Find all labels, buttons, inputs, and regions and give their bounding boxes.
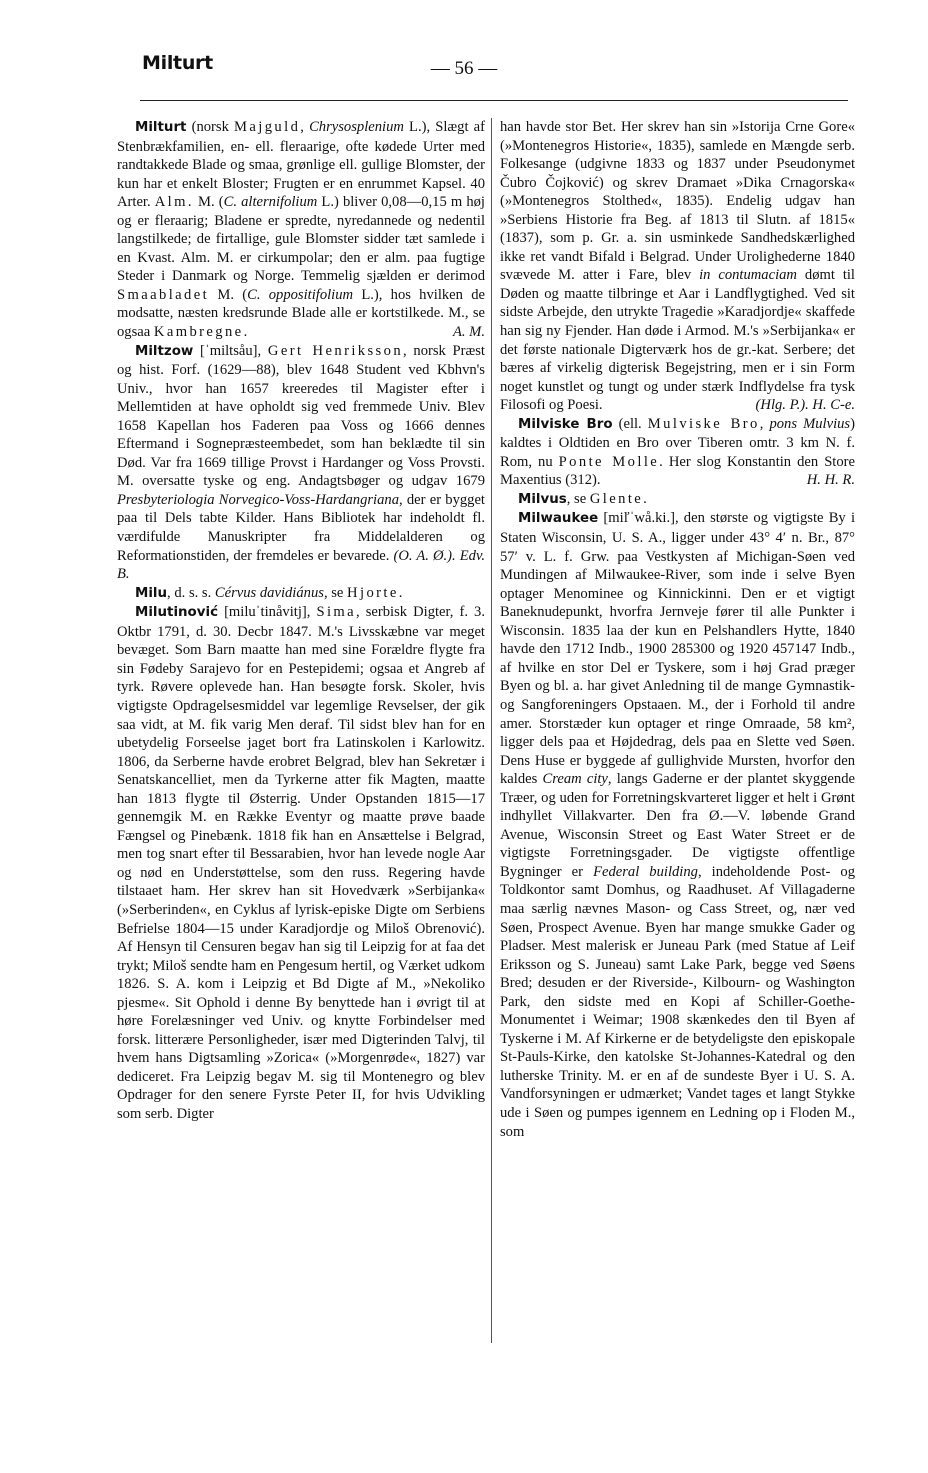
entry-text: Ponte Molle [558, 453, 660, 470]
entry-text: , norsk Præst og hist. Forf. (1629—88), blev 1648 Student ved Kbhvn's Univ., hvor han 1657 kreeredes til Magister efter i Mellemtiden at have opholdt sig ved fremmede Univ. Blev 1658 Kapellan hos Faderen paa Voss og 1666 dennes Eftermand i Sognepræsteembedet, som han beklædte til sin Død. Var fra 1669 tillige Provst i Hardanger og Voss Provsti. M. oversatte tyske og eng. Andagtsbøger og udgav 1679 [117, 342, 485, 490]
cross-reference: Hjorte [347, 584, 399, 601]
entry-text: Gert Henriksson [267, 342, 404, 359]
cross-reference: Kambregne [153, 324, 244, 341]
latin-name: C. alternifolium [223, 194, 318, 211]
entry-text: , indeholdende Post- og Toldkontor samt Domhus, og Raadhuset. Af Villagaderne maa særlig nævnes Mason- og Cass Street, og, nær ved Søen, Prospect Avenue. Byen har mange smukke Gader og Pladser. Mest malerisk er Juneau Park (med Statue af Leif Eriksson og S. Juneau) samt Lake Park, begge ved Søens Bred; desuden er der Riverside-, Kilbourn- og Washington Park, den sidste med en Kopi af Schiller-Goethe-Monumentet i Weimar; 1908 skænkedes den til Byen af Tyskerne i M. Af Kirkerne er de betydeligste den episkopale St-Pauls-Kirke, den katolske St-Johannes-Katedral og den lutherske Trinity. M. er en af de sundeste Byer i U. S. A. Vandforsyningen er udmærket; Vandet tages et langt Stykke ude i Søen og pumpes igennem en Ledning op i Floden M., som [500, 863, 855, 1140]
entry-text: , se [566, 490, 590, 507]
headword: Miltzow [135, 343, 194, 359]
entry-text: Smaabladet [117, 286, 210, 303]
page-number: — 56 — [430, 58, 498, 79]
building-name: Federal building [593, 863, 698, 880]
entry-text: han havde stor Bet. Her skrev han sin »Istorija Crne Gore« (»Montenegros Historie«, 1835), samlede en Mængde serb. Folkesange (udgivne 1833 og 1837 under Pseudonymet Čubro Čojković) og skrev Dramaet »Dika Crnagorska« (»Montenegros Stolthed«, 1835). Endelig udgav han »Serbiens Historie fra Beg. af 1813 til Slutn. af 1815« (1837), som p. Gr. a. sin usminkede Sandhedskærlighed ikke ret vandt Bifald i Belgrad. Under Urolighederne 1840 svævede M. atter i Fare, blev [500, 119, 855, 284]
entry-text: L.), hos hvilken de modsatte, næsten kredsrunde Blade alle er kortstilkede. M., se ogsaa [117, 286, 485, 341]
entry-text: ) kaldtes i Oldtiden en Bro over Tiberen omtr. 3 km N. f. Rom, nu [500, 415, 855, 470]
entry-milviske-bro [500, 415, 855, 490]
entry-text: . [398, 584, 403, 601]
entry-text: , [300, 119, 310, 135]
entry-text: M. ( [209, 286, 248, 303]
latin-name: C. oppositifolium [247, 286, 354, 303]
entry-text: dømt til Døden og maatte tilbringe et Aar i Landflygtighed. Ved sit sidste Arbejde, den utrykte Tragedie »Karadjordje« skaffede han sig ny Fjender. Han døde i Armod. M.'s »Serbijanka« er det første nationale Digterværk hos de gr.-kat. Serbere; det bæres af virkelig digterisk Begejstring, men er i sin Form noget kunstlet og tungt og under stærk Indflydelse fra tysk Filosofi og Poesi. [500, 267, 855, 414]
headword: Milturt [135, 120, 187, 135]
author-signature: (O. A. Ø.). Edv. B. [117, 547, 485, 583]
entry-text: , se [323, 584, 348, 601]
headword: Milu [135, 585, 168, 601]
entry-milturt [117, 118, 485, 342]
left-column [117, 118, 485, 1124]
entry-milu [117, 584, 485, 604]
running-head: Milturt [142, 52, 213, 74]
headword: Milutinović [135, 605, 219, 621]
latin-name: Cérvus davidiánus [214, 584, 324, 601]
headword: Milvus [518, 491, 567, 507]
entry-text: Sima [316, 604, 357, 621]
entry-text: [ˈmiltsåu], [193, 342, 268, 359]
right-column [500, 118, 855, 1141]
entry-milwaukee [500, 509, 855, 1141]
author-signature: (Hlg. P.). H. C-e. [755, 397, 855, 414]
header-rule [140, 100, 848, 101]
entry-milutinovic [117, 603, 485, 1123]
entry-text: , serbisk Digter, f. 3. Oktbr 1791, d. 30. Decbr 1847. M.'s Livsskæbne var meget bevæget. Som Barn maatte han med sine Forældre flygte fra sin Fødeby Sarajevo for en Pestepidemi; ogsaa et Angreb af tyrk. Røvere oplevede han. Han besøgte forsk. Skoler, hvis vigtigste Opdragelsesmiddel var legemlige Revselser, der gik saa vidt, at M. fik varig Men deraf. Til sidst blev han for en ubetydelig Forseelse jaget bort fra Latinskolen i Karlowitz. 1806, da Serberne havde erobret Belgrad, blev han Sekretær i Senatskancelliet, men da Tyrkerne atter fik Magten, maatte han 1813 flygte til Østerrig. Under Opstanden 1815—17 gennemgik M. en Række Eventyr og maatte prøve baade Fængsel og Pinebænk. 1818 fik han en Ansættelse i Belgrad, men tog snart efter til Bessarabien, hvor han levede nogle Aar og nød en Understøttelse, som den russ. Regering havde tilstaaet ham. Her skrev han sit Hovedværk »Serbijanka« (»Serberinden«, en Cyklus af lyrisk-episke Digte om Serbiens Befrielse 1804—15 under Karadjordje og Miloš Obrenović). Af Hensyn til Censuren begav han sig til Leipzig for at faa det trykt; Miloš sendte ham en Pengesum hertil, og Værket udkom 1826. S. A. kom i Leipzig et Bd Digte af M., »Nekoliko pjesme«. Sit Ophold i denne By benyttede han i øvrigt til at høre Forelæsninger ved Univ. og knytte Forbindelser med forsk. litterære Personligheder, især med Digterinden Talvj, til hvem hans Digtsamling »Zorica« (»Morgenrøde«, 1827) var dediceret. Fra Leipzig begav M. sig til Montenegro og blev Opdrager for den senere Fyrste Peter II, for hvis Udvikling som serb. Digter [117, 604, 485, 1122]
cross-reference: Glente [589, 490, 644, 507]
entry-text: (norsk [186, 119, 235, 135]
entry-text: , langs Gaderne er der plantet skyggende Træer, og uden for Forretningskvarteret ligger et helt i Grønt indhyllet Villakvarter. Den fra Ø.—V. løbende Grand Avenue, Wisconsin Street og East Water Street er de vigtigste Forretningsgader. De vigtigste offentlige Bygninger er [500, 771, 855, 880]
entry-text: , [759, 415, 770, 432]
entry-miltzow [117, 342, 485, 584]
entry-text: L.) bliver 0,08—0,15 m høj og er fleraarig; Bladene er spredte, nyredannede og nedentil langstilkede; de firtallige, gule Blomster sidder tæt samlede i en Kvast. Alm. M. er cirkumpolar; den er alm. paa fugtige Steder i Danmark og Norge. Temmelig sjælden er derimod [117, 194, 485, 285]
entry-text: [miľˈwå.ki.], den største og vigtigste By i Staten Wisconsin, U. S. A., ligger under 43° 4′ n. Br., 87° 57′ v. L. f. Grw. paa Vestkysten af Michigan-Søen ved Mundingen af Milwaukee-River, som inde i selve Byen optager Menominee og Kinnickinni. Den er et vigtigt Baneknudepunkt, hvorfra Jernveje fører til alle Punkter i Wisconsin. 1835 laa der kun en Pelshandlers Hytte, 1840 havde den 1712 Indb., 1900 285300 og 1920 457147 Indb., af hvilke en stor Del er Tyskere, som i høj Grad præger Byen og bl. a. har givet Anledning til de mange Gymnastik- og Sangforeningers Opstaaen. M., der i Forhold til andre amer. Storstæder kun optager et ringe Omraade, 58 km², ligger dels paa et Højdedrag, dels paa en Slette ved Søen. Dens Huse er byggede af gullighvide Mursten, hvorfor den kaldes [500, 510, 855, 788]
entry-text: (ell. [612, 415, 648, 432]
latin-name: Chrysosplenium [309, 119, 404, 135]
entry-text: , der er bygget paa til Dels tabte Kilder. Hans Bibliotek har indeholdt fl. værdifulde Manuskripter fra Middelalderen og Reformationstiden, der fremdeles er bevarede. [117, 491, 485, 564]
nickname: Cream city [542, 771, 608, 788]
entry-text: . [243, 324, 248, 341]
book-title: Presbyteriologia Norvegico-Voss-Hardangriana [117, 491, 400, 508]
entry-text: [miluˈtinåvitj], [218, 604, 317, 621]
entry-text: Majguld [234, 119, 301, 135]
entry-text: M. ( [193, 194, 224, 211]
author-signature: A. M. [452, 324, 485, 341]
entry-milvus [500, 490, 855, 510]
headword: Milwaukee [518, 511, 599, 527]
author-signature: H. H. R. [806, 472, 855, 489]
headword: Milviske Bro [518, 416, 613, 432]
column-divider [491, 118, 492, 1343]
entry-text: , d. s. s. [167, 584, 215, 601]
entry-text: . [643, 490, 647, 507]
entry-milutinovic-continued [500, 118, 855, 415]
latin-name: pons Mulvius [769, 415, 851, 432]
latin-phrase: in contumaciam [699, 267, 797, 284]
entry-text: L.), Slægt af Stenbrækfamilien, en- ell. fleraarige, ofte kødede Urter med randtakkede Blade og smaa, grønlige ell. gullige Blomster, der kun har et enkelt Bloster; Frugten er en enrummet Kapsel. 40 Arter. [117, 119, 485, 211]
entry-text: Mulviske Bro [647, 415, 760, 432]
entry-text: . Her slog Konstantin den Store Maxentius (312). [500, 453, 855, 489]
entry-text: Alm. [154, 194, 194, 211]
